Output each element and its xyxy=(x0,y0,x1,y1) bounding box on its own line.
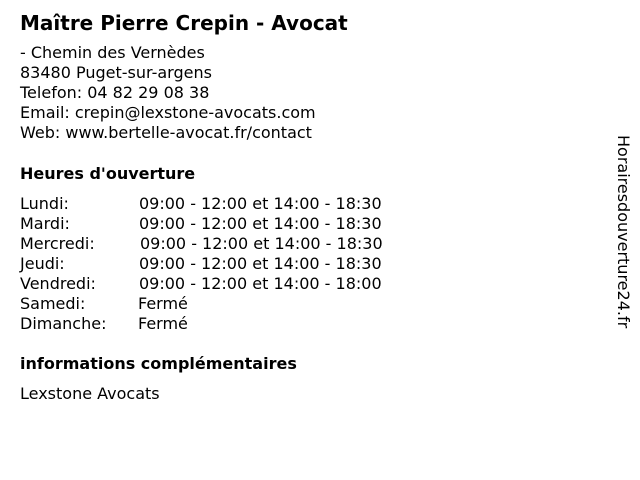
hours-value: Fermé xyxy=(138,294,188,313)
hours-value: 09:00 - 12:00 et 14:00 - 18:30 xyxy=(139,214,382,233)
phone-line: Telefon: 04 82 29 08 38 xyxy=(20,83,210,102)
day-label: Samedi: xyxy=(20,294,86,313)
day-label: Mardi: xyxy=(20,214,70,233)
day-label: Jeudi: xyxy=(20,254,65,273)
hours-row-lundi xyxy=(20,194,440,214)
business-title: Maître Pierre Crepin - Avocat xyxy=(20,11,348,35)
day-label: Dimanche: xyxy=(20,314,107,333)
email-line: Email: crepin@lexstone-avocats.com xyxy=(20,103,316,122)
brand-watermark: Horairesdouverture24.fr xyxy=(614,135,633,329)
hours-value: 09:00 - 12:00 et 14:00 - 18:30 xyxy=(139,194,382,213)
hours-value: 09:00 - 12:00 et 14:00 - 18:30 xyxy=(139,254,382,273)
hours-row-vendredi xyxy=(20,274,440,294)
day-label: Vendredi: xyxy=(20,274,96,293)
hours-heading: Heures d'ouverture xyxy=(20,164,196,183)
address-street: - Chemin des Vernèdes xyxy=(20,43,205,62)
hours-value: Fermé xyxy=(138,314,188,333)
day-label: Lundi: xyxy=(20,194,69,213)
info-heading: informations complémentaires xyxy=(20,354,297,373)
contact-block xyxy=(20,43,316,143)
hours-value: 09:00 - 12:00 et 14:00 - 18:30 xyxy=(140,234,383,253)
info-text: Lexstone Avocats xyxy=(20,384,160,403)
address-city: 83480 Puget-sur-argens xyxy=(20,63,212,82)
hours-row-samedi xyxy=(20,294,440,314)
hours-row-jeudi xyxy=(20,254,440,274)
hours-row-dimanche xyxy=(20,314,440,334)
hours-row-mercredi xyxy=(20,234,440,254)
web-line: Web: www.bertelle-avocat.fr/contact xyxy=(20,123,312,142)
day-label: Mercredi: xyxy=(20,234,95,253)
hours-table xyxy=(20,194,440,334)
hours-value: 09:00 - 12:00 et 14:00 - 18:00 xyxy=(139,274,382,293)
hours-row-mardi xyxy=(20,214,440,234)
